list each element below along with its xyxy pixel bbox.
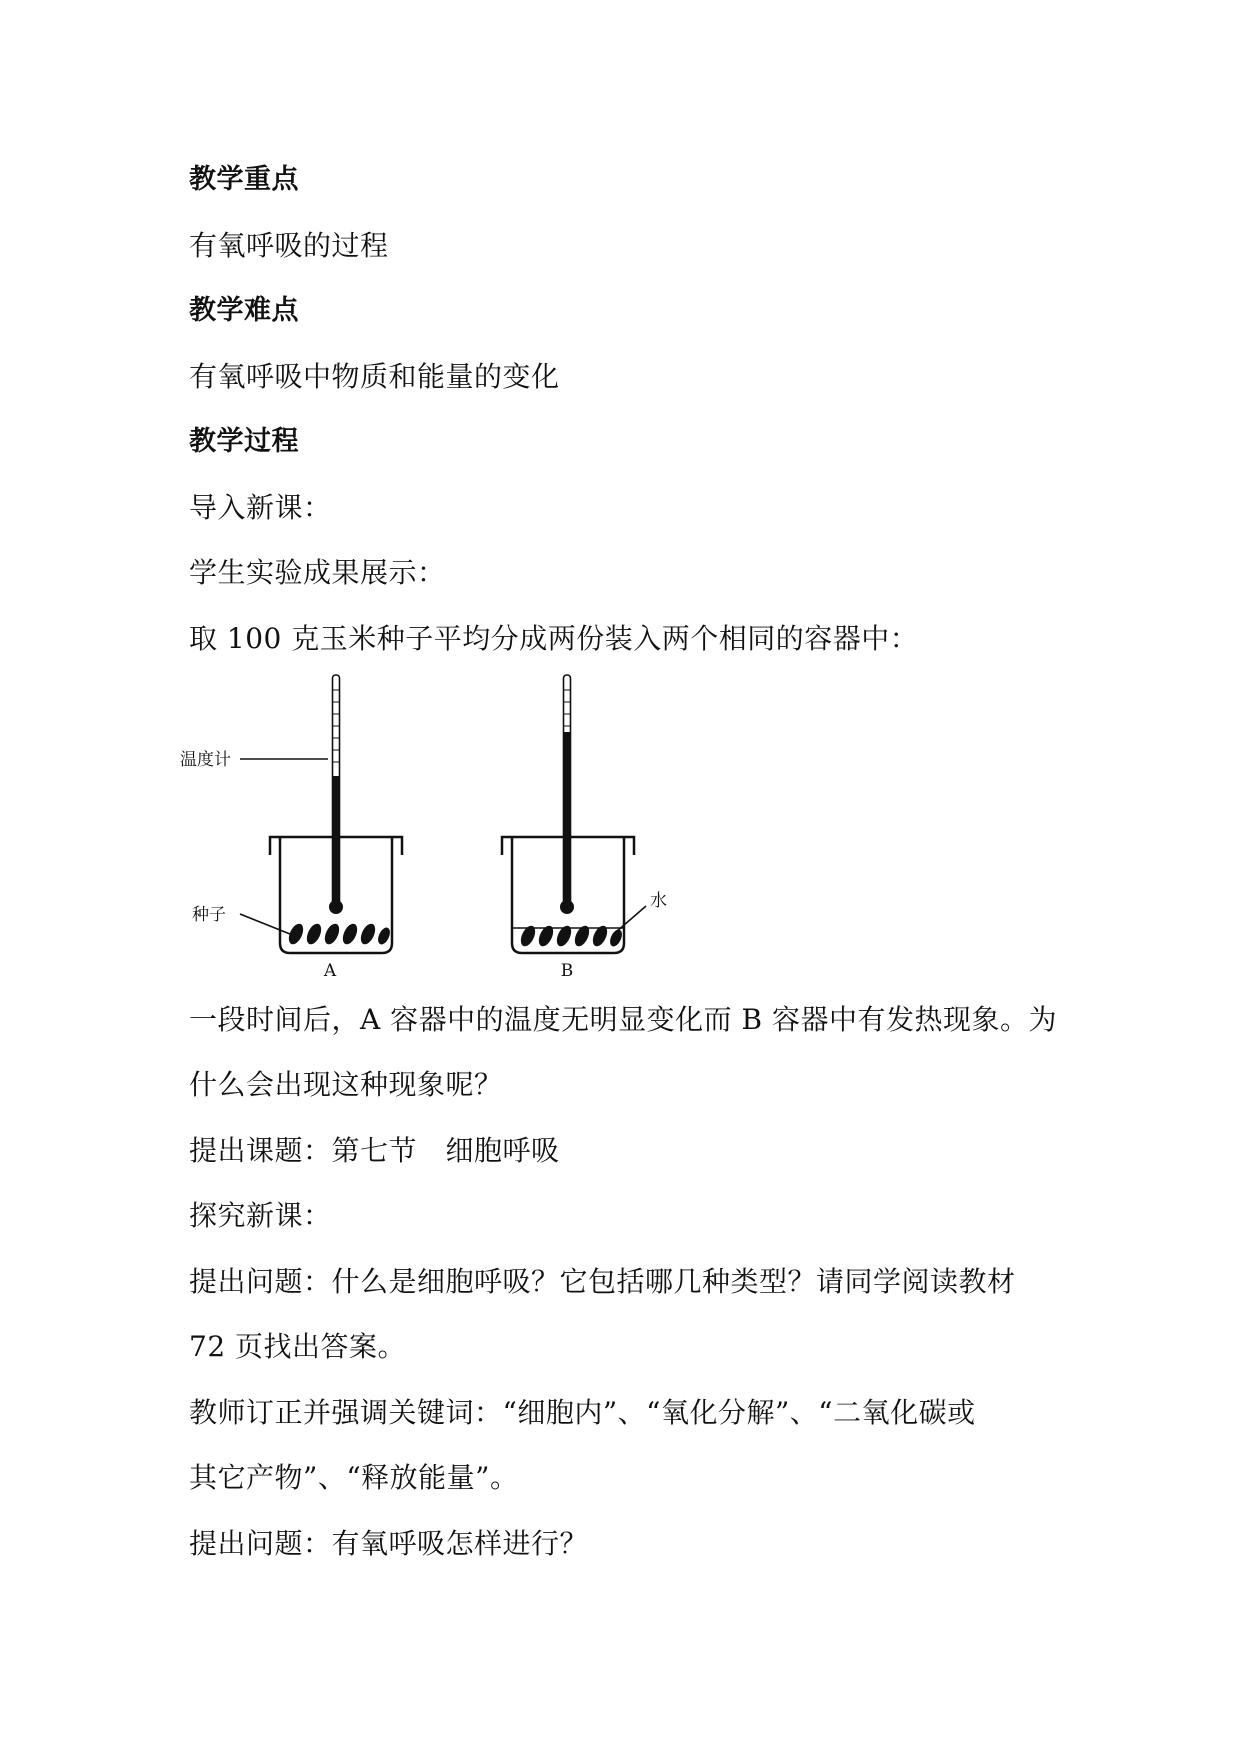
seeds-b	[518, 923, 624, 948]
water-leader-line	[616, 906, 646, 932]
topic-text: 提出课题：第七节 细胞呼吸	[189, 1134, 560, 1167]
explore-text: 探究新课：	[189, 1199, 332, 1232]
heading-process: 教学过程	[189, 426, 299, 457]
label-water: 水	[650, 891, 667, 911]
observation-line-2: 什么会出现这种现象呢？	[189, 1068, 503, 1101]
intro-text: 导入新课：	[189, 491, 332, 524]
label-a: A	[323, 961, 337, 981]
thermometer-b	[560, 675, 574, 914]
difficulty-text: 有氧呼吸中物质和能量的变化	[189, 360, 560, 393]
container-a	[180, 675, 402, 981]
question-1-line-1: 提出问题：什么是细胞呼吸？它包括哪几种类型？请同学阅读教材	[189, 1265, 1016, 1298]
heading-key-point: 教学重点	[189, 164, 299, 195]
seeds-a	[286, 921, 392, 946]
heading-difficulty: 教学难点	[189, 295, 299, 326]
label-b: B	[560, 961, 574, 981]
label-thermometer: 温度计	[180, 750, 231, 770]
question-1-line-2: 72 页找出答案。	[189, 1330, 407, 1363]
thermometer-a	[329, 675, 343, 914]
observation-line-1: 一段时间后，A 容器中的温度无明显变化而 B 容器中有发热现象。为	[189, 1003, 1058, 1036]
teacher-line-1: 教师订正并强调关键词：“细胞内”、“氧化分解”、“二氧化碳或	[189, 1396, 976, 1429]
experiment-show-text: 学生实验成果展示：	[189, 556, 446, 589]
seeds-leader-line	[240, 914, 290, 934]
question-2-text: 提出问题：有氧呼吸怎样进行？	[189, 1527, 589, 1560]
label-seeds: 种子	[192, 905, 226, 925]
container-b	[502, 675, 667, 981]
experiment-diagram	[180, 670, 720, 1000]
experiment-setup-text: 取 100 克玉米种子平均分成两份装入两个相同的容器中：	[189, 622, 919, 655]
teacher-line-2: 其它产物”、“释放能量”。	[189, 1461, 519, 1494]
key-point-text: 有氧呼吸的过程	[189, 229, 389, 262]
